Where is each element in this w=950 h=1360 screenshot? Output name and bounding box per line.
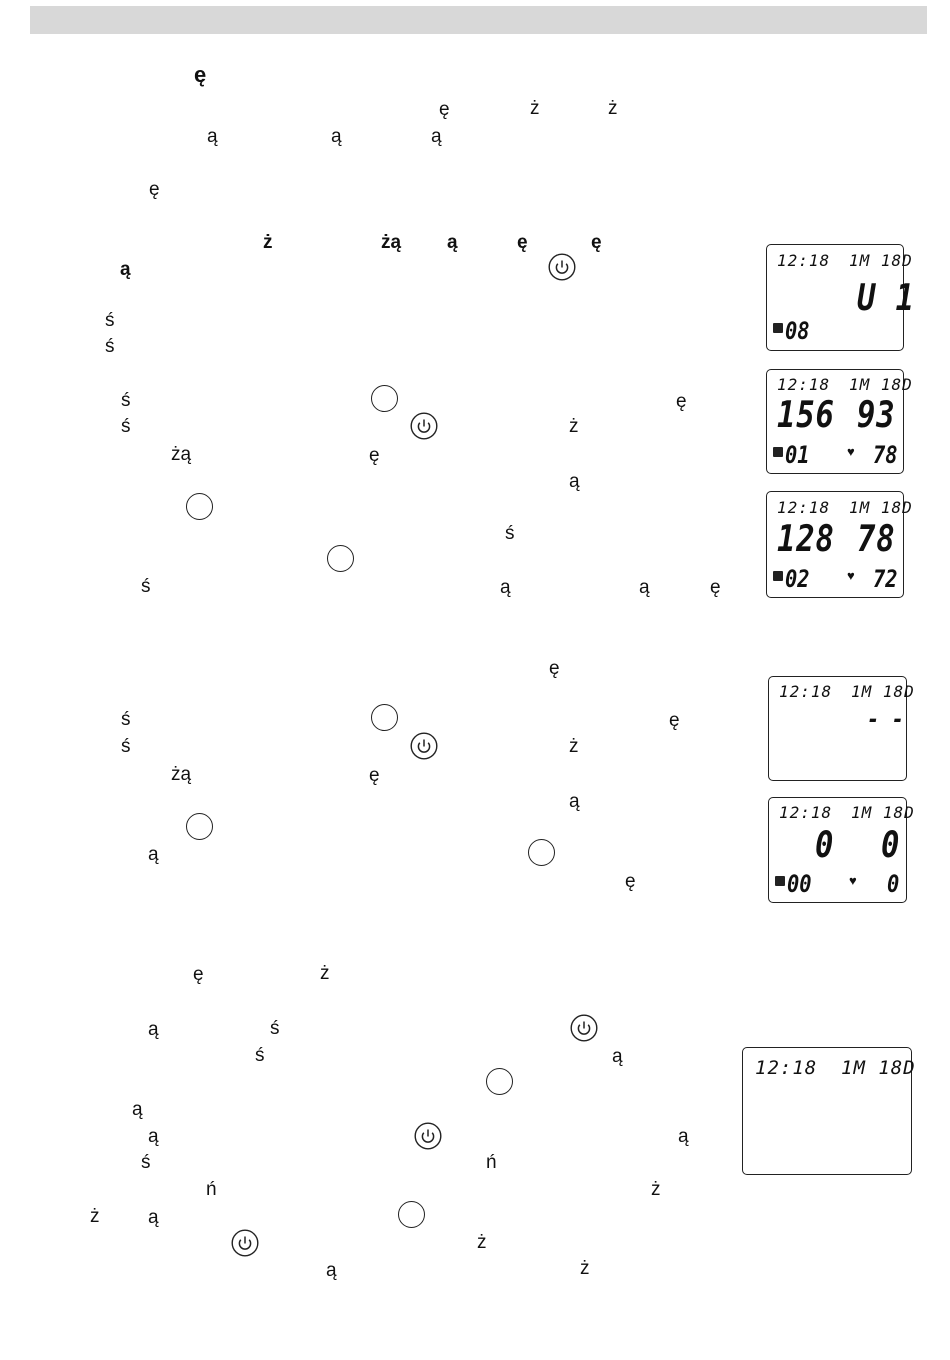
text-char: ą: [326, 1260, 337, 1281]
memory-icon: [773, 447, 783, 457]
lcd-time: 12:18: [777, 498, 831, 517]
text-char: ę: [149, 179, 160, 200]
text-char: ę: [676, 391, 687, 412]
heart-icon: ♥: [849, 873, 857, 888]
lcd-diastolic: 78: [857, 519, 896, 560]
set-button-icon[interactable]: [371, 704, 398, 731]
text-char: ż: [569, 736, 579, 757]
text-char: ś: [105, 310, 115, 331]
lcd-time: 12:18: [755, 1057, 818, 1079]
power-button-icon[interactable]: [548, 253, 576, 281]
text-char: ń: [206, 1179, 217, 1200]
lcd-systolic: 156: [777, 395, 835, 436]
lcd-time: 12:18: [779, 803, 833, 822]
text-char: ś: [105, 336, 115, 357]
lcd-date: 1M 18D: [851, 803, 915, 822]
lcd-display-reading: [768, 797, 915, 903]
power-button-icon[interactable]: [414, 1122, 442, 1150]
text-char: ę: [369, 765, 380, 786]
text-char: ę: [549, 658, 560, 679]
text-char: ę: [591, 232, 602, 253]
memory-icon: [775, 876, 785, 886]
lcd-memory-number: 00: [787, 870, 812, 898]
text-char: ś: [255, 1045, 265, 1066]
text-char: ę: [369, 445, 380, 466]
text-char: ś: [270, 1018, 280, 1039]
text-char: ż: [320, 963, 330, 984]
lcd-systolic: 0: [815, 825, 835, 866]
text-char: ś: [141, 1152, 151, 1173]
text-char: ę: [517, 232, 528, 253]
power-button-icon[interactable]: [570, 1014, 598, 1042]
text-char: ą: [148, 1207, 159, 1228]
lcd-date: 1M 18D: [849, 251, 913, 270]
text-char: żą: [171, 764, 192, 785]
set-button-icon[interactable]: [528, 839, 555, 866]
heart-icon: ♥: [847, 444, 855, 459]
text-char: ż: [263, 232, 273, 253]
lcd-pulse: 78: [873, 441, 898, 469]
set-button-icon[interactable]: [486, 1068, 513, 1095]
power-button-icon[interactable]: [410, 732, 438, 760]
text-char: żą: [171, 444, 192, 465]
text-char: ż: [651, 1179, 661, 1200]
text-char: ś: [121, 416, 131, 437]
text-char: ą: [612, 1046, 623, 1067]
set-button-icon[interactable]: [371, 385, 398, 412]
heart-icon: ♥: [847, 568, 855, 583]
text-char: ż: [90, 1206, 100, 1227]
text-char: ą: [331, 126, 342, 147]
lcd-date: 1M 18D: [851, 682, 915, 701]
lcd-systolic: 128: [777, 519, 835, 560]
lcd-display-reading: [766, 369, 913, 474]
set-button-icon[interactable]: [186, 813, 213, 840]
text-char: ą: [431, 126, 442, 147]
memory-icon: [773, 323, 783, 333]
section-heading: ę: [194, 62, 207, 87]
lcd-display-clock: [742, 1047, 916, 1175]
lcd-memory-number: 01: [785, 441, 810, 469]
lcd-date: 1M 18D: [849, 375, 913, 394]
lcd-memory-number: 02: [785, 565, 810, 593]
text-char: ż: [569, 416, 579, 437]
header-bar: [30, 6, 927, 34]
text-char: ą: [148, 844, 159, 865]
text-char: ę: [669, 710, 680, 731]
power-button-icon[interactable]: [231, 1229, 259, 1257]
lcd-diastolic: 0: [881, 825, 901, 866]
text-char: ż: [530, 98, 540, 119]
text-char: ą: [569, 471, 580, 492]
set-button-icon[interactable]: [186, 493, 213, 520]
memory-icon: [773, 571, 783, 581]
lcd-time: 12:18: [779, 682, 833, 701]
text-char: ą: [569, 791, 580, 812]
text-char: ż: [580, 1258, 590, 1279]
set-button-icon[interactable]: [398, 1201, 425, 1228]
lcd-display-empty: [768, 676, 915, 781]
text-char: ą: [148, 1019, 159, 1040]
text-char: ą: [120, 259, 131, 280]
text-char: ś: [121, 736, 131, 757]
text-char: ś: [141, 576, 151, 597]
text-char: ę: [625, 871, 636, 892]
lcd-date: 1M 18D: [841, 1057, 916, 1079]
text-char: ą: [207, 126, 218, 147]
text-char: ś: [505, 523, 515, 544]
lcd-display-user: [766, 244, 915, 351]
text-char: ń: [486, 1152, 497, 1173]
lcd-time: 12:18: [777, 251, 831, 270]
text-char: ą: [500, 577, 511, 598]
power-button-icon[interactable]: [410, 412, 438, 440]
text-char: żą: [381, 232, 402, 253]
text-char: ż: [608, 98, 618, 119]
lcd-date: 1M 18D: [849, 498, 913, 517]
text-char: ą: [447, 232, 458, 253]
lcd-memory-number: 08: [785, 317, 810, 345]
text-char: ą: [678, 1126, 689, 1147]
lcd-user-code: U 1: [857, 278, 915, 319]
text-char: ę: [439, 99, 450, 120]
lcd-pulse: 0: [887, 870, 900, 898]
text-char: ś: [121, 390, 131, 411]
text-char: ę: [193, 964, 204, 985]
text-char: ę: [710, 577, 721, 598]
text-char: ą: [639, 577, 650, 598]
text-char: ą: [132, 1099, 143, 1120]
text-char: ż: [477, 1232, 487, 1253]
lcd-diastolic: 93: [857, 395, 896, 436]
lcd-time: 12:18: [777, 375, 831, 394]
text-char: ą: [148, 1126, 159, 1147]
lcd-no-data: - -: [867, 705, 904, 733]
lcd-pulse: 72: [873, 565, 898, 593]
set-button-icon[interactable]: [327, 545, 354, 572]
lcd-display-reading: [766, 491, 913, 598]
text-char: ś: [121, 709, 131, 730]
